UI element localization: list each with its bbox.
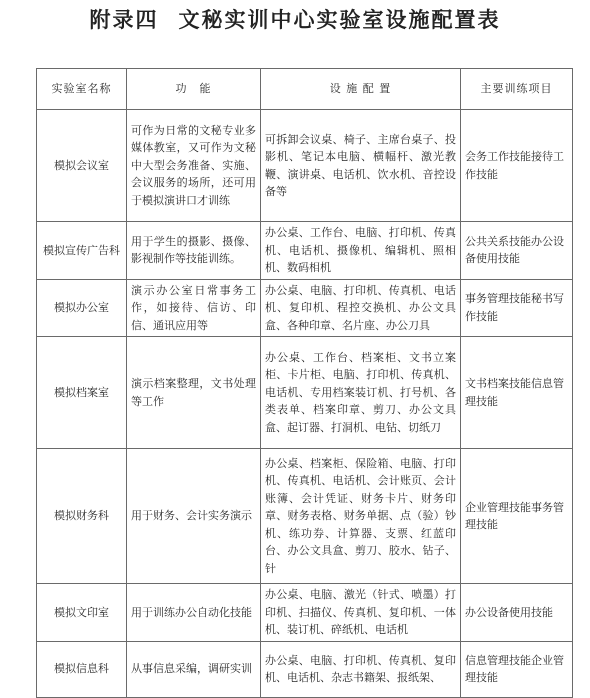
function-cell: 演示档案整理，文书处理等工作 [127,337,261,449]
facilities-cell: 办公桌、档案柜、保险箱、电脑、打印机、传真机、电话机、会计账页、会计账簿、会计凭证、财务卡片、财务印章、财务表格、财务单据、点（验）钞机、练功券、计算器、支票、红蓝印台、办公文具盒、剪刀、胶水、钻子、针 [261,449,461,584]
header-training: 主要训练项目 [461,69,573,110]
lab-name-cell: 模拟办公室 [37,279,127,337]
lab-name-cell: 模拟财务科 [37,449,127,584]
lab-name-cell: 模拟会议室 [37,110,127,222]
table-row [37,337,573,449]
facility-config-table [36,68,573,698]
function-cell: 用于学生的摄影、摄像、影视制作等技能训练。 [127,222,261,280]
table-row [37,222,573,280]
table-row [37,641,573,697]
function-cell: 从事信息采编，调研实训 [127,641,261,697]
training-cell: 办公设备使用技能 [461,584,573,642]
lab-name-cell: 模拟宣传广告科 [37,222,127,280]
facilities-cell: 办公桌、工作台、电脑、打印机、传真机、电话机、摄像机、编辑机、照相机、数码相机 [261,222,461,280]
training-cell: 文书档案技能信息管理技能 [461,337,573,449]
page-title [0,4,590,34]
facilities-cell: 办公桌、电脑、打印机、传真机、电话机、复印机、程控交换机、办公文具盒、各种印章、名片座、办公刀具 [261,279,461,337]
function-cell: 用于财务、会计实务演示 [127,449,261,584]
training-cell: 信息管理技能企业管理技能 [461,641,573,697]
table-title: 文秘实训中心实验室设施配置表 [178,8,501,32]
table-row [37,449,573,584]
function-cell: 演示办公室日常事务工作，如接待、信访、印信、通讯应用等 [127,279,261,337]
training-cell: 公共关系技能办公设备使用技能 [461,222,573,280]
facilities-cell: 可拆卸会议桌、椅子、主席台桌子、投影机、笔记本电脑、横幅杆、激光教鞭、演讲桌、电话机、饮水机、音控设备等 [261,110,461,222]
table-row [37,279,573,337]
appendix-label: 附录四 [89,8,159,32]
training-cell: 会务工作技能接待工作技能 [461,110,573,222]
facilities-cell: 办公桌、工作台、档案柜、文书立案柜、卡片柜、电脑、打印机、传真机、电话机、专用档案装订机、打号机、各类表单、档案印章、剪刀、办公文具盒、起订器、打洞机、电钻、切纸刀 [261,337,461,449]
facilities-cell: 办公桌、电脑、打印机、传真机、复印机、电话机、杂志书籍架、报纸架、 [261,641,461,697]
header-lab-name: 实验室名称 [37,69,127,110]
facilities-cell: 办公桌、电脑、激光（针式、喷墨）打印机、扫描仪、传真机、复印机、一体机、装订机、碎纸机、电话机 [261,584,461,642]
table-row [37,584,573,642]
header-function: 功 能 [127,69,261,110]
lab-name-cell: 模拟文印室 [37,584,127,642]
function-cell: 用于训练办公自动化技能 [127,584,261,642]
function-cell: 可作为日常的文秘专业多媒体教室，又可作为文秘中大型会务准备、实施、会议服务的场所，还可用于模拟演讲口才训练 [127,110,261,222]
lab-name-cell: 模拟信息科 [37,641,127,697]
table-header-row [37,69,573,110]
lab-name-cell: 模拟档案室 [37,337,127,449]
table-row [37,110,573,222]
training-cell: 事务管理技能秘书写作技能 [461,279,573,337]
training-cell: 企业管理技能事务管理技能 [461,449,573,584]
header-facilities: 设 施 配 置 [261,69,461,110]
